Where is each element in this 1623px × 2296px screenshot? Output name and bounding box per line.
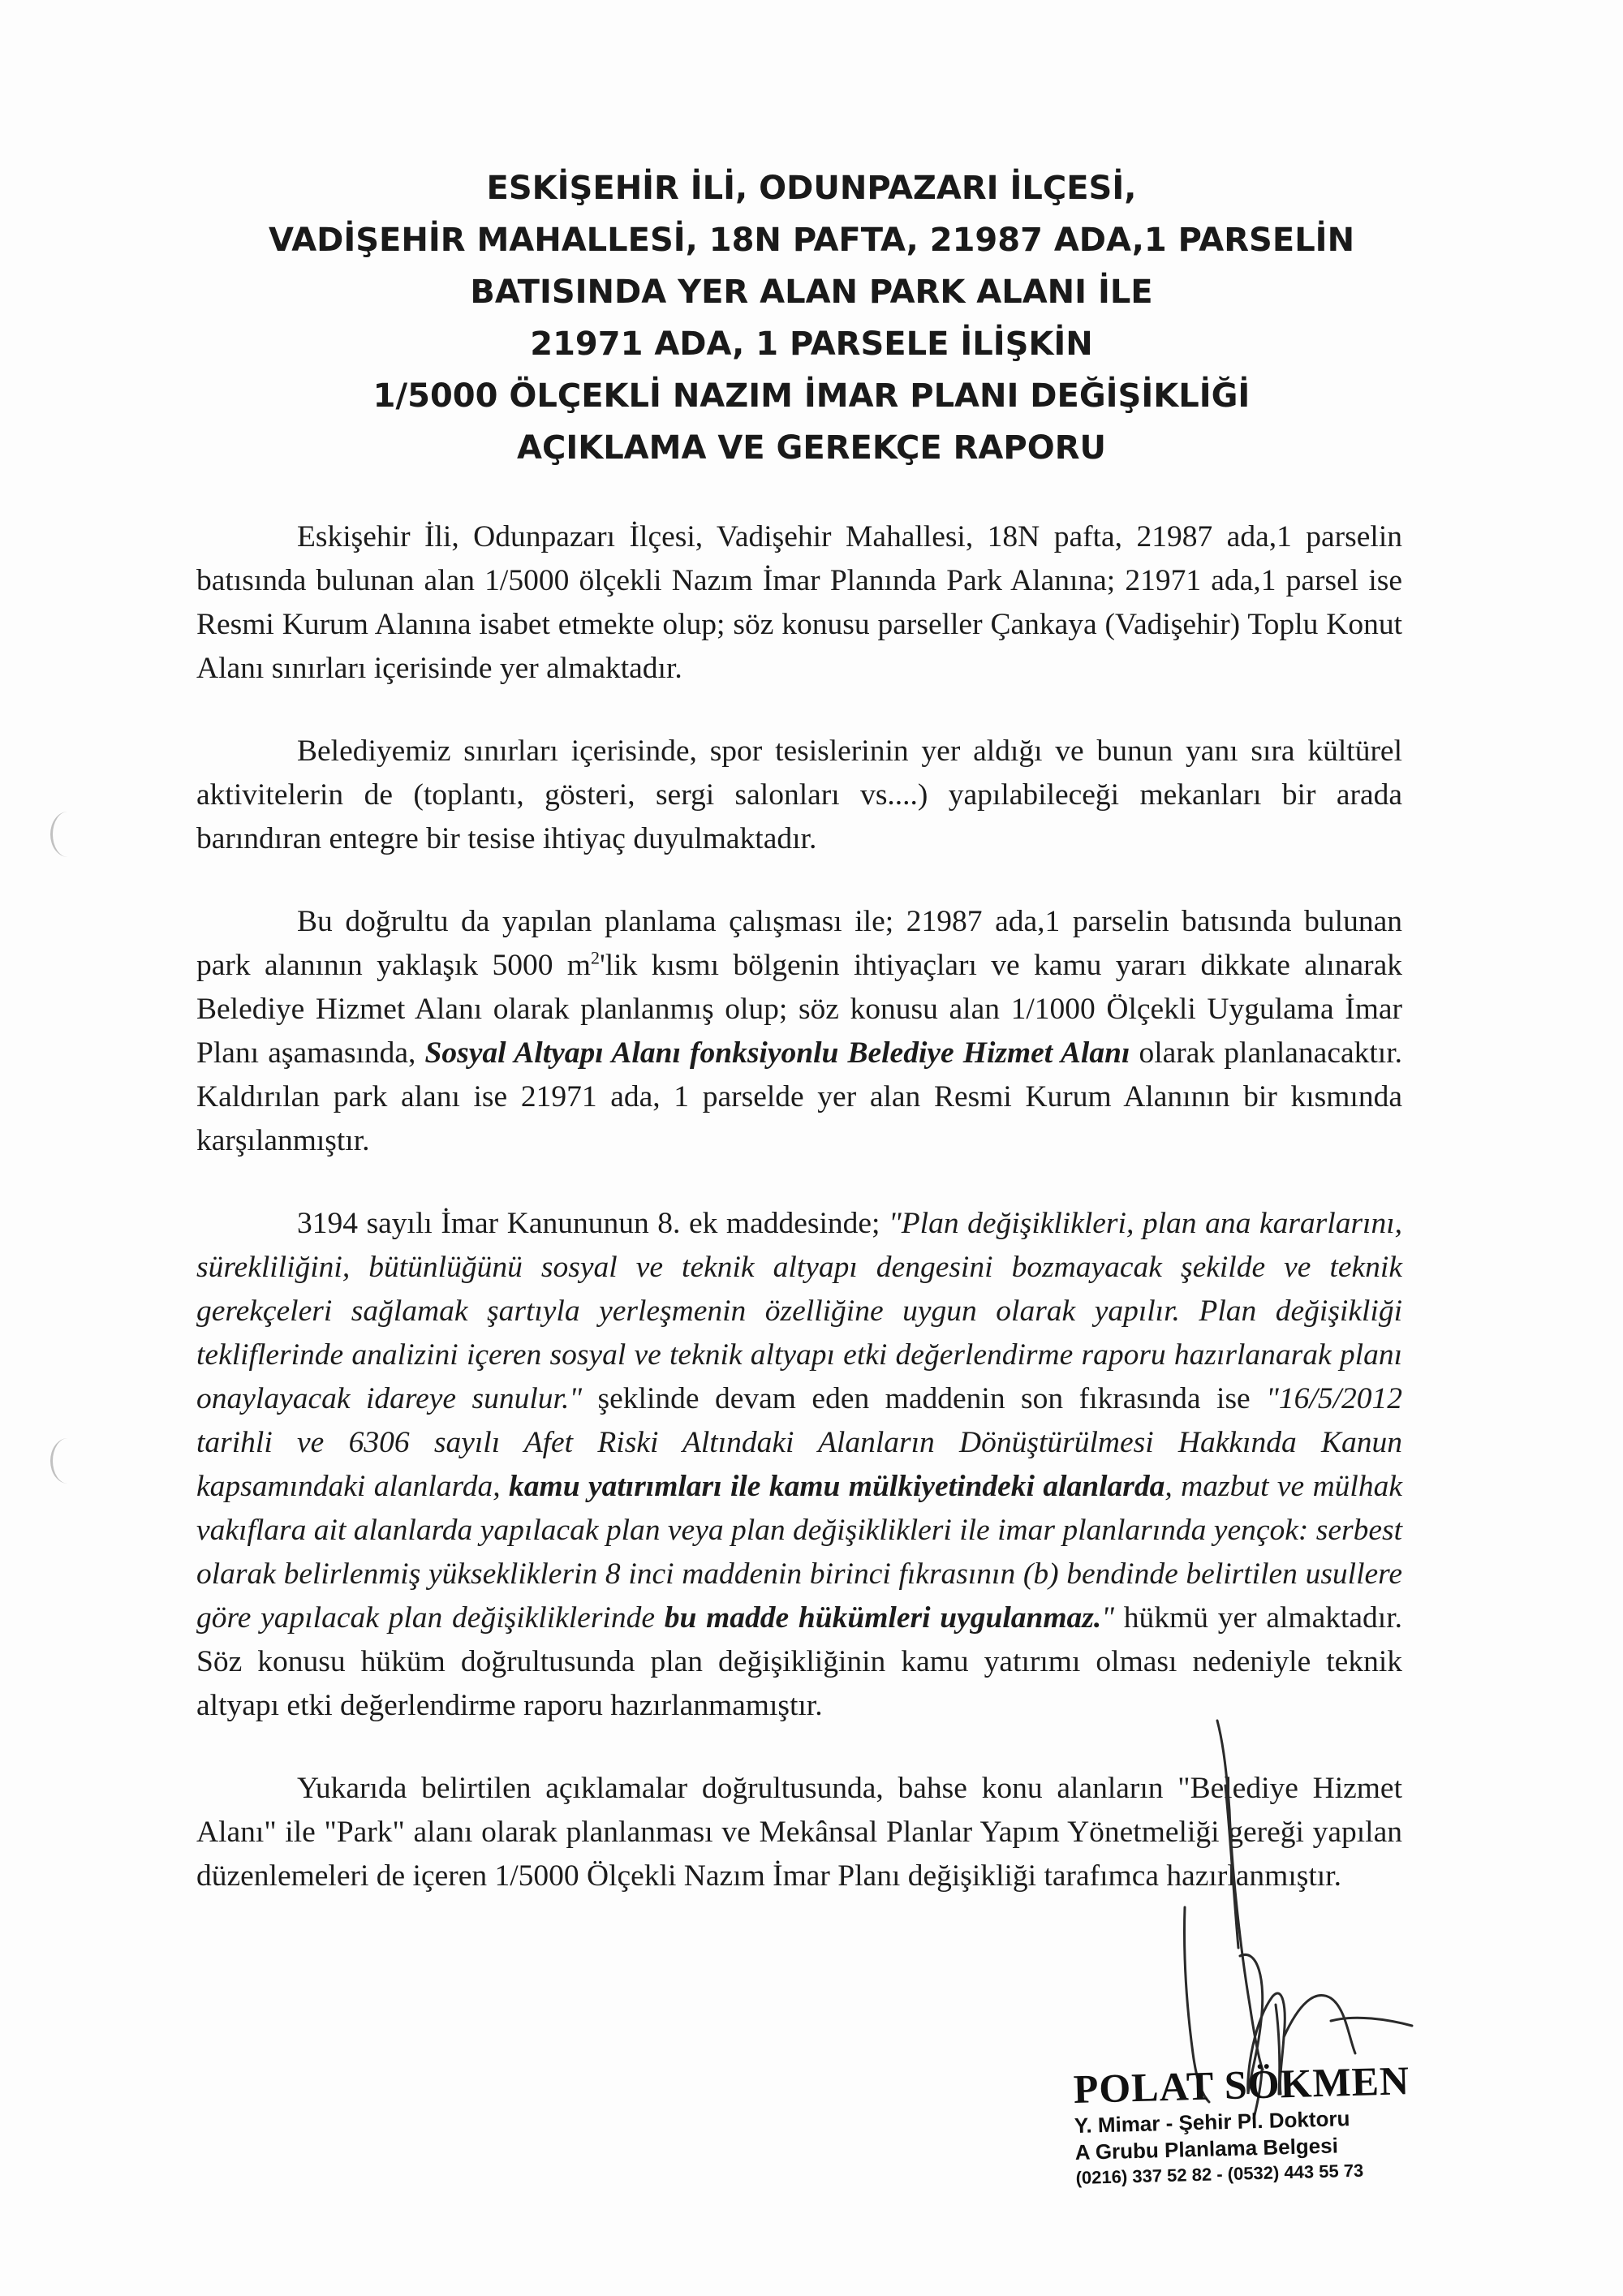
title-line: ESKİŞEHİR İLİ, ODUNPAZARI İLÇESİ, [486, 170, 1137, 207]
paragraph-law [196, 1202, 1402, 1728]
title-line: 1/5000 ÖLÇEKLİ NAZIM İMAR PLANI DEĞİŞİKLİĞİ [372, 377, 1251, 415]
text-run: hükmü yer almaktadır. Söz konusu hüküm doğrultusunda plan değişikliğinin kamu yatırımı olması nedeniyle teknik altyapı etki değerlendirme raporu hazırlanmamıştır. [196, 1601, 1403, 1722]
law-quote: "Plan değişiklikleri, plan ana kararlarını, sürekliliğini, bütünlüğünü sosyal ve teknik altyapı dengesini bozmayacak şekilde ve teknik gerekçeleri sağlamak şartıyla yerleşmenin özelliğine uygun olarak yapılır. Plan değişikliği tekliflerinde analizini içeren sosyal ve teknik altyapı etki değerlendirme raporu hazırlanarak planı onaylayacak idareye sunulur." [196, 1207, 1402, 1415]
paragraph-planning [196, 900, 1402, 1163]
text-run: 3194 sayılı İmar Kanununun 8. ek maddesinde; [297, 1207, 889, 1240]
law-quote: "16/5/2012 tarihli ve 6306 sayılı Afet Riski Altındaki Alanların Dönüştürülmesi Hakkında Kanun kapsamındaki alanlarda, [196, 1382, 1402, 1503]
architect-stamp [1073, 2056, 1449, 2190]
text-run: 'lik kısmı bölgenin ihtiyaçları ve kamu yararı dikkate alınarak Belediye Hizmet Alanı olarak planlanmış olup; söz konusu alan 1/1000 Ölçekli Uygulama İmar Planı aşamasında, [196, 949, 1402, 1070]
emphasis-function: Sosyal Altyapı Alanı fonksiyonlu Belediye Hizmet Alanı [424, 1036, 1130, 1070]
emphasis-public-investment: kamu yatırımları ile kamu mülkiyetindeki alanlarda [509, 1470, 1165, 1503]
title-line: 21971 ADA, 1 PARSELE İLİŞKİN [530, 325, 1093, 363]
title-line: VADİŞEHİR MAHALLESİ, 18N PAFTA, 21987 ADA,1 PARSELİN [268, 222, 1355, 259]
emphasis-not-applied: bu madde hükümleri uygulanmaz. [664, 1601, 1102, 1635]
text-run: şeklinde devam eden maddenin son fıkrasında ise [582, 1382, 1267, 1415]
superscript: 2 [590, 947, 600, 968]
title-line: BATISINDA YER ALAN PARK ALANI İLE [470, 274, 1153, 311]
law-quote: , mazbut ve mülhak vakıflara ait alanlarda yapılacak plan veya plan değişiklikleri ile imar planlarında yençok: serbest olarak belirlenmiş yüksekliklerin 8 inci maddenin birinci fıkrasının (b) bendinde belirtilen usullere göre yapılacak plan değişikliklerinde [196, 1470, 1402, 1635]
paragraph-conclusion: Yukarıda belirtilen açıklamalar doğrultusunda, bahse konu alanların "Belediye Hizmet Alanı" ile "Park" alanı olarak planlanması ve Mekânsal Planlar Yapım Yönetmeliği gereği yapılan düzenlemeleri de içeren 1/5000 Ölçekli Nazım İmar Planı değişikliği tarafımca hazırlanmıştır. [196, 1772, 1402, 1893]
paragraph-location: Eskişehir İli, Odunpazarı İlçesi, Vadişehir Mahallesi, 18N pafta, 21987 ada,1 parselin batısında bulunan alan 1/5000 ölçekli Nazım İmar Planında Park Alanına; 21971 ada,1 parsel ise Resmi Kurum Alanına isabet etmekte olup; söz konusu parseller Çankaya (Vadişehir) Toplu Konut Alanı sınırları içerisinde yer almaktadır. [196, 520, 1402, 685]
text-run: Bu doğrultu da yapılan planlama çalışması ile; 21987 ada,1 parselin batısında bulunan park alanının yaklaşık 5000 m [196, 905, 1402, 982]
punch-hole-mark [50, 1438, 85, 1484]
stamp-phone: (0216) 337 52 82 - (0532) 443 55 73 [1075, 2160, 1364, 2188]
stamp-title: Y. Mimar - Şehir Pl. Doktoru [1074, 2106, 1350, 2138]
paragraph-need: Belediyemiz sınırları içerisinde, spor tesislerinin yer aldığı ve bunun yanı sıra kültürel aktivitelerin de (toplantı, gösteri, sergi salonları vs....) yapılabileceği mekanları bir arada barındıran entegre bir tesise ihtiyaç duyulmaktadır. [196, 734, 1402, 855]
punch-hole-mark [50, 812, 85, 857]
law-quote: " [1101, 1601, 1115, 1635]
stamp-certificate: A Grubu Planlama Belgesi [1074, 2133, 1339, 2165]
document-title [0, 162, 1623, 474]
stamp-name: POLAT SÖKMEN [1073, 2057, 1410, 2112]
title-line: AÇIKLAMA VE GEREKÇE RAPORU [517, 429, 1106, 467]
text-run: olarak planlanacaktır. Kaldırılan park alanı ise 21971 ada, 1 parselde yer alan Resmi Kurum Alanının bir kısmında karşılanmıştır. [196, 1036, 1402, 1157]
